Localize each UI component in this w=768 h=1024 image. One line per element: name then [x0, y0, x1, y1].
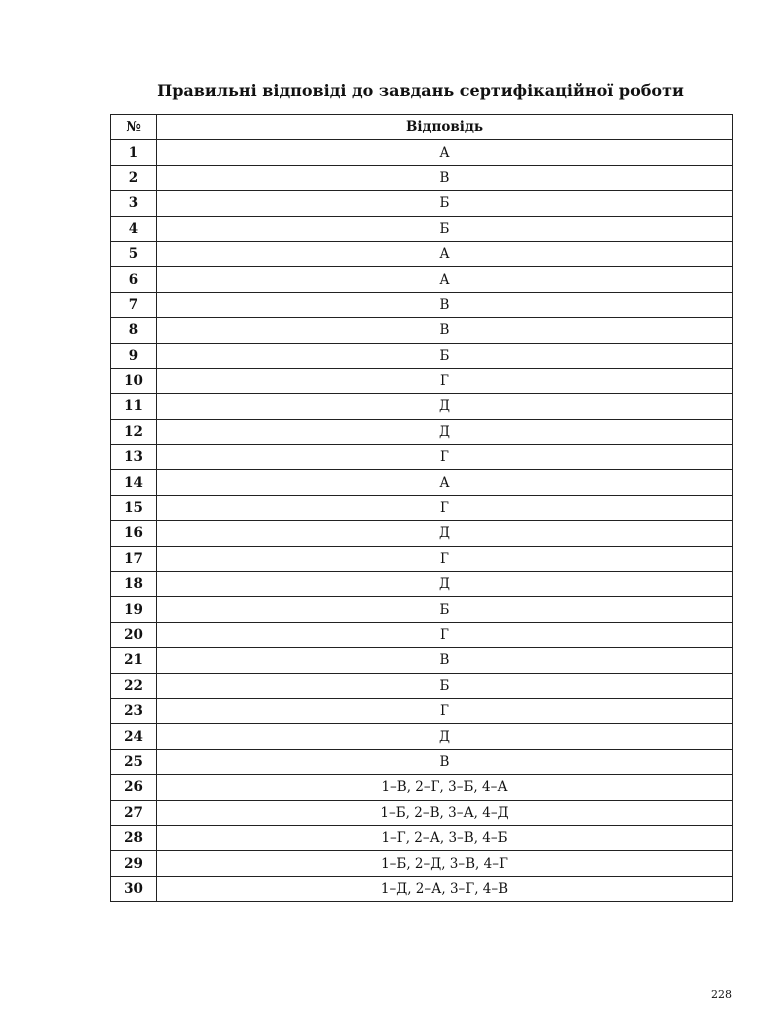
- question-number: 14: [111, 470, 157, 495]
- answer-value: В: [157, 165, 733, 190]
- question-number: 9: [111, 343, 157, 368]
- table-row: [111, 546, 733, 571]
- question-number: 1: [111, 140, 157, 165]
- question-number: 6: [111, 267, 157, 292]
- question-number: 24: [111, 724, 157, 749]
- question-number: 16: [111, 521, 157, 546]
- table-row: [111, 876, 733, 901]
- table-row: [111, 165, 733, 190]
- table-row: [111, 267, 733, 292]
- question-number: 2: [111, 165, 157, 190]
- answer-value: Г: [157, 445, 733, 470]
- table-body: [111, 140, 733, 902]
- table-row: [111, 825, 733, 850]
- table-row: [111, 724, 733, 749]
- table-row: [111, 800, 733, 825]
- table-row: [111, 597, 733, 622]
- answer-value: В: [157, 292, 733, 317]
- table-row: [111, 775, 733, 800]
- table-header: [111, 115, 733, 140]
- answer-value: В: [157, 648, 733, 673]
- table-row: [111, 622, 733, 647]
- table-row: [111, 445, 733, 470]
- table-row: [111, 241, 733, 266]
- question-number: 23: [111, 698, 157, 723]
- answer-value: Б: [157, 343, 733, 368]
- page-number: 228: [711, 988, 732, 1001]
- question-number: 5: [111, 241, 157, 266]
- answer-value: Г: [157, 546, 733, 571]
- table-row: [111, 368, 733, 393]
- table-row: [111, 318, 733, 343]
- table-row: [111, 140, 733, 165]
- question-number: 18: [111, 572, 157, 597]
- question-number: 21: [111, 648, 157, 673]
- answer-value: А: [157, 140, 733, 165]
- answer-value: Б: [157, 673, 733, 698]
- question-number: 25: [111, 749, 157, 774]
- table-row: [111, 572, 733, 597]
- question-number: 19: [111, 597, 157, 622]
- question-number: 3: [111, 191, 157, 216]
- column-header-answer: Відповідь: [157, 115, 733, 140]
- table-row: [111, 419, 733, 444]
- question-number: 10: [111, 368, 157, 393]
- answer-value: 1–Б, 2–Д, 3–В, 4–Г: [157, 851, 733, 876]
- answer-value: Б: [157, 597, 733, 622]
- column-header-number: №: [111, 115, 157, 140]
- question-number: 17: [111, 546, 157, 571]
- question-number: 12: [111, 419, 157, 444]
- table-row: [111, 343, 733, 368]
- answer-value: 1–Г, 2–А, 3–В, 4–Б: [157, 825, 733, 850]
- question-number: 29: [111, 851, 157, 876]
- table-row: [111, 851, 733, 876]
- answer-value: А: [157, 241, 733, 266]
- answer-value: В: [157, 749, 733, 774]
- table-header-row: [111, 115, 733, 140]
- answer-value: Д: [157, 394, 733, 419]
- question-number: 7: [111, 292, 157, 317]
- answer-value: Д: [157, 419, 733, 444]
- answer-value: Г: [157, 698, 733, 723]
- answer-value: 1–Б, 2–В, 3–А, 4–Д: [157, 800, 733, 825]
- answers-table: [110, 114, 733, 902]
- answer-value: 1–В, 2–Г, 3–Б, 4–А: [157, 775, 733, 800]
- question-number: 22: [111, 673, 157, 698]
- question-number: 27: [111, 800, 157, 825]
- page-title: Правильні відповіді до завдань сертифікаційної роботи: [157, 81, 684, 100]
- table-row: [111, 495, 733, 520]
- answer-value: Г: [157, 495, 733, 520]
- question-number: 4: [111, 216, 157, 241]
- answer-value: А: [157, 267, 733, 292]
- answer-value: Д: [157, 572, 733, 597]
- table-row: [111, 698, 733, 723]
- question-number: 26: [111, 775, 157, 800]
- answer-value: Г: [157, 368, 733, 393]
- table-row: [111, 216, 733, 241]
- question-number: 20: [111, 622, 157, 647]
- answer-value: 1–Д, 2–А, 3–Г, 4–В: [157, 876, 733, 901]
- question-number: 11: [111, 394, 157, 419]
- table-row: [111, 673, 733, 698]
- table-row: [111, 749, 733, 774]
- answer-value: Б: [157, 216, 733, 241]
- question-number: 13: [111, 445, 157, 470]
- answer-value: Д: [157, 724, 733, 749]
- question-number: 30: [111, 876, 157, 901]
- table-row: [111, 292, 733, 317]
- answer-value: В: [157, 318, 733, 343]
- table-row: [111, 191, 733, 216]
- table-row: [111, 521, 733, 546]
- table-row: [111, 394, 733, 419]
- table-row: [111, 648, 733, 673]
- answer-value: Д: [157, 521, 733, 546]
- answer-value: Г: [157, 622, 733, 647]
- question-number: 28: [111, 825, 157, 850]
- table-row: [111, 470, 733, 495]
- question-number: 15: [111, 495, 157, 520]
- question-number: 8: [111, 318, 157, 343]
- answer-value: Б: [157, 191, 733, 216]
- answer-value: А: [157, 470, 733, 495]
